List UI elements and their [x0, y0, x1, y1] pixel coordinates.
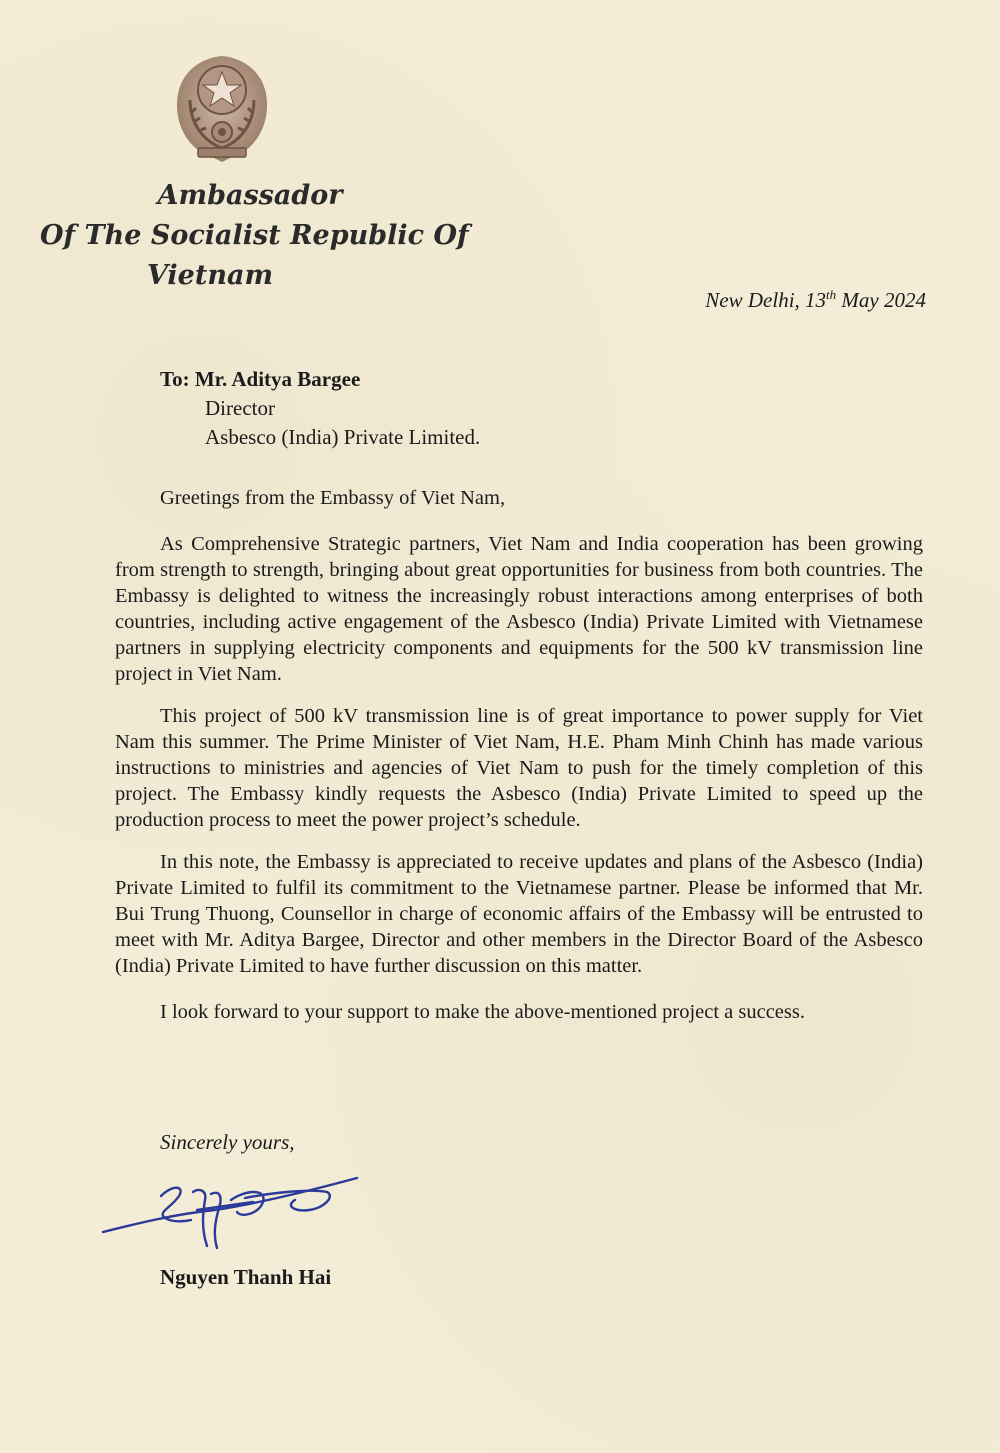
letterhead-subtitle: Of The Socialist Republic Of: [40, 220, 469, 251]
signature-image: [95, 1170, 365, 1260]
body-paragraph: This project of 500 kV transmission line is of great importance to power supply for Viet Nam this summer. The Prime Minister of Viet Nam, H.E. Pham Minh Chinh has made various instructions to ministries and agencies of Viet Nam to push for the timely completion of this project. The Embassy kindly requests the Asbesco (India) Private Limited to speed up the production process to meet the power project’s schedule.: [115, 705, 923, 831]
body-paragraph: As Comprehensive Strategic partners, Viet Nam and India cooperation has been growing from strength to strength, bringing about great opportunities for business from both countries. The Embassy is delighted to witness the increasingly robust interactions among enterprises of both countries, including active engagement of the Asbesco (India) Private Limited with Vietnamese partners in supplying electricity components and equipments for the 500 kV transmission line project in Viet Nam.: [115, 533, 923, 685]
letter-body: [115, 485, 923, 1041]
recipient-title: Director: [205, 396, 275, 420]
closing: Sincerely yours,: [160, 1130, 295, 1154]
body-paragraph: In this note, the Embassy is appreciated to receive updates and plans of the Asbesco (India) Private Limited to fulfil its commitment to the Vietnamese partner. Please be informed that Mr. Bui Trung Thuong, Counsellor in charge of economic affairs of the Embassy will be entrusted to meet with Mr. Aditya Bargee, Director and other members in the Director Board of the Asbesco (India) Private Limited to have further discussion on this matter.: [115, 851, 923, 977]
signer-name: Nguyen Thanh Hai: [160, 1265, 332, 1289]
recipient-company: Asbesco (India) Private Limited.: [205, 425, 481, 449]
letterhead-title: Ambassador: [157, 180, 343, 211]
letter-date: [705, 287, 926, 313]
letterhead-country: Vietnam: [146, 260, 274, 291]
national-emblem-icon: [160, 50, 285, 170]
greeting: Greetings from the Embassy of Viet Nam,: [160, 487, 506, 509]
date-rest: May 2024: [836, 288, 926, 312]
body-paragraph: I look forward to your support to make the above-mentioned project a success.: [160, 1001, 805, 1023]
recipient-name: To: Mr. Aditya Bargee: [160, 367, 361, 391]
date-ordinal: th: [826, 287, 837, 302]
recipient-block: [160, 365, 480, 452]
letterhead: [40, 176, 469, 296]
date-prefix: New Delhi, 13: [705, 288, 827, 312]
